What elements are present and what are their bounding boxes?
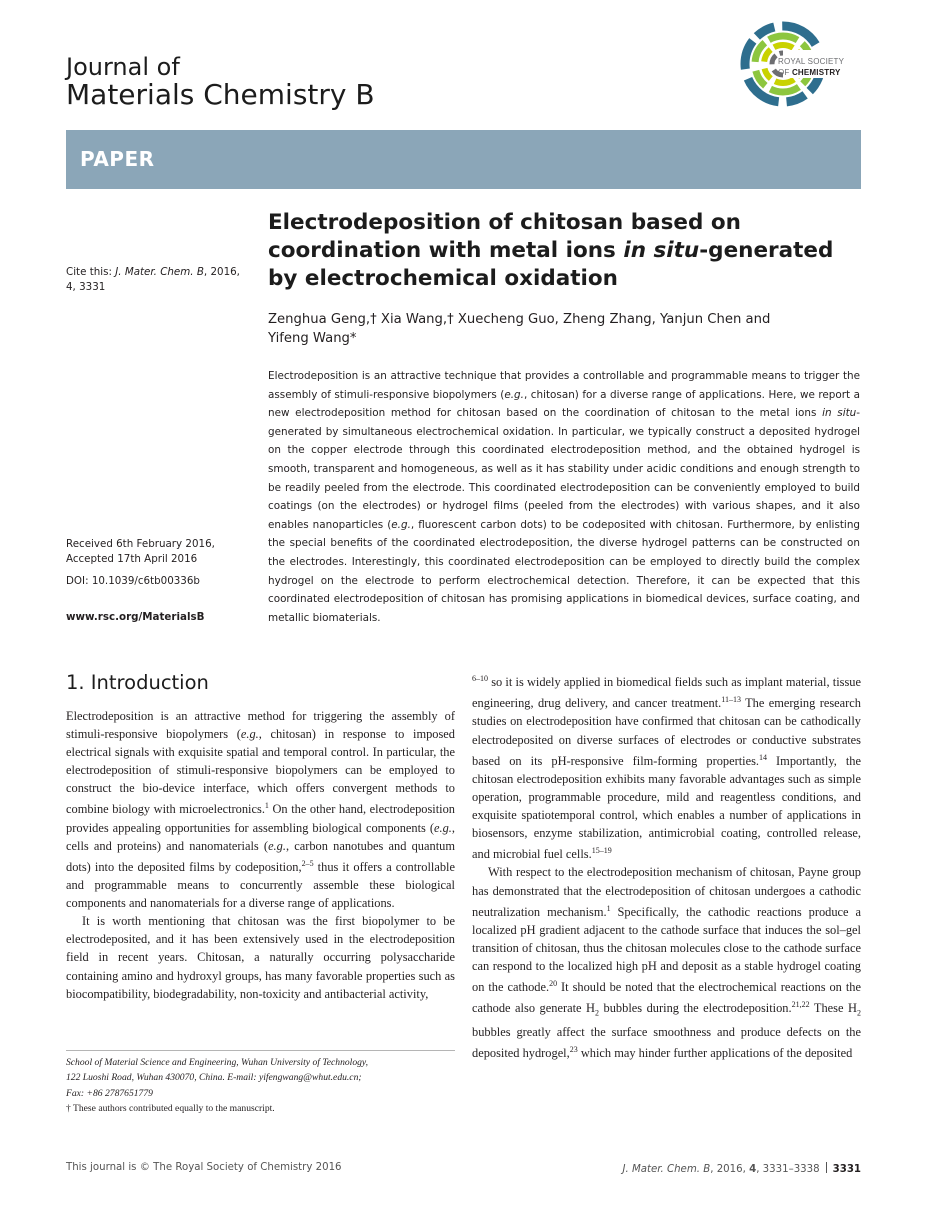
body-text: , chitosan) in response to imposed electrical signals with exquisite spatial and temporal control. In particular, the electrodeposition of stimuli-responsive biopolymers can be employed to construct the bio-device interface, which offers convergent methods to combine biology with microelectronics. [66, 727, 455, 817]
body-text: thus it offers a controllable and programmable means to concurrently assemble these biological components and nanomaterials for a diverse range of applications. [66, 860, 455, 911]
cite-label: Cite this: [66, 266, 116, 278]
citation-ref[interactable]: 1 [264, 801, 269, 811]
body-text: It should be noted that the electrochemical reactions on the cathode also generate H [472, 980, 861, 1016]
abstract-text: , fluorescent carbon dots) to be codeposited with chitosan. Furthermore, by enlisting the special benefits of the coordinated electrodeposition, the diverse hydrogel patterns can be constructed on the electrodes. Interestingly, this coordinated electrodeposition can be employed to directly build the complex hydrogel on the electrode to perform electrochemical detection. Therefore, it can be expected that this coordinated electrodeposition of chitosan has promising applications in biomedical devices, surface coating, and metallic biomaterials. [268, 518, 860, 624]
received-date: Received 6th February 2016, [66, 538, 215, 550]
citation-ref[interactable]: 21,22 [791, 1000, 810, 1010]
body-text: , carbon nanotubes and quantum dots) into the deposited films by codeposition, [66, 838, 455, 874]
body-text: These H [809, 1001, 857, 1016]
journal-title-line2: Materials Chemistry B [66, 78, 375, 111]
body-text: bubbles during the electrodeposition. [599, 1001, 792, 1016]
rsc-logo-line2-prefix: OF [778, 68, 792, 77]
footer-year: , 2016, [710, 1164, 750, 1175]
abstract-italic: in situ [822, 407, 857, 420]
affiliation-line3: Fax: +86 2787651779 [66, 1087, 153, 1099]
citation-ref[interactable]: 6–10 [472, 674, 488, 683]
body-text: , cells and proteins) and nanomaterials ( [66, 820, 455, 853]
abstract [268, 367, 860, 627]
subscript: 2 [857, 1008, 861, 1018]
citation-ref[interactable]: 20 [549, 979, 558, 989]
article-type-label: PAPER [80, 147, 155, 171]
abstract-text: -generated by simultaneous electrochemical oxidation. In particular, we typically construct a deposited hydrogel on the copper electrode through this coordinated electrodeposition method, and the obtained hydrogel is smooth, transparent and homogeneous, as well as it has stability under acidic conditions and enough strength to be readily peeled from the electrode. This coordinated electrodeposition can be conveniently employed to build coatings (on the electrodes) or hydrogel films (peeled from the electrodes) with various shapes, and it also enables nanoparticles ( [268, 407, 860, 531]
citation-block [66, 265, 246, 295]
footer-volume: 4 [749, 1164, 757, 1175]
footer-copyright: This journal is © The Royal Society of Chemistry 2016 [66, 1162, 342, 1173]
rsc-logo-text [778, 56, 844, 78]
body-italic: e.g. [240, 727, 259, 742]
body-text: Electrodeposition is an attractive method for triggering the assembly of stimuli-responsive biopolymers ( [66, 709, 455, 742]
rsc-logo-line2-bold: CHEMISTRY [791, 68, 841, 77]
authors-line2: Yifeng Wang* [268, 331, 357, 346]
cite-journal: J. Mater. Chem. B [115, 266, 204, 278]
rsc-logo [737, 18, 867, 110]
authors-line1: Zenghua Geng,† Xia Wang,† Xuecheng Guo, Zheng Zhang, Yanjun Chen and [268, 312, 771, 327]
citation-ref[interactable]: 2–5 [301, 858, 314, 868]
rsc-logo-line1: ROYAL SOCIETY [778, 57, 845, 66]
article-title [268, 209, 848, 293]
abstract-italic: e.g. [391, 518, 411, 531]
title-part-b: -generated by electrochemical oxidation [268, 238, 834, 291]
accepted-date: Accepted 17th April 2016 [66, 553, 198, 565]
abstract-text: , chitosan) for a diverse range of applications. Here, we report a new electrodeposition method for chitosan based on the coordination of chitosan to the metal ions [268, 388, 860, 420]
body-text: which may hinder further applications of the deposited [577, 1046, 853, 1061]
section-heading-introduction: 1. Introduction [66, 671, 209, 694]
body-text: Importantly, the chitosan electrodeposition exhibits many favorable advantages such as simple operation, programmable procedure, mild and reagentless conditions, and exquisite spatiotemporal control, which enables a number of applications in biosensors, enzyme stabilization, antimicrobial coating, controlled release, and microbial fuel cells. [472, 753, 862, 862]
footer-citation [622, 1162, 861, 1175]
body-italic: e.g. [434, 820, 452, 835]
title-part-a: Electrodeposition of chitosan based on coordination with metal ions [268, 210, 741, 263]
citation-ref[interactable]: 1 [606, 903, 611, 913]
citation-ref[interactable]: 15–19 [591, 846, 612, 856]
body-column-left [66, 707, 455, 1003]
footnotes [66, 1055, 455, 1117]
abstract-italic: e.g. [504, 388, 524, 401]
title-italic: in situ [623, 238, 700, 263]
body-column-right [472, 670, 861, 1062]
page-number: 3331 [832, 1164, 861, 1175]
footer-separator [826, 1162, 827, 1173]
abstract-text: Electrodeposition is an attractive technique that provides a controllable and programmable means to trigger the assembly of stimuli-responsive biopolymers ( [268, 370, 860, 401]
citation-ref[interactable]: 11–13 [721, 695, 741, 705]
footnote-divider [66, 1050, 455, 1051]
author-list [268, 310, 848, 348]
body-text: On the other hand, electrodeposition provides appealing opportunities for assembling biological components ( [66, 802, 455, 835]
body-text: so it is widely applied in biomedical fields such as implant material, tissue engineering, drug delivery, and cancer treatment. [472, 675, 861, 711]
cite-rest2: 4, 3331 [66, 281, 106, 293]
citation-ref[interactable]: 23 [569, 1045, 578, 1055]
dates-block [66, 537, 246, 567]
body-italic: e.g. [268, 838, 286, 853]
intro-paragraph-1 [66, 707, 455, 912]
citation-ref[interactable]: 14 [759, 752, 768, 762]
footer-pages: , 3331–3338 [756, 1164, 820, 1175]
intro-paragraph-2a [66, 912, 455, 1002]
cite-rest1: , 2016, [203, 266, 240, 278]
body-text: It is worth mentioning that chitosan was the first biopolymer to be electrodeposited, and it has been extensively used in the electrodeposition field in recent years. Chitosan, a naturally occurring polysaccharide containing amino and hydroxyl groups, has many favorable properties such as biocompatibility, biodegradability, non-toxicity and antibacterial activity, [66, 914, 455, 1001]
body-text: The emerging research studies on electrodeposition have confirmed that chitosan can be cathodically electrodeposited on diverse surfaces of electrodes or conductive substrates based on its pH-responsive film-forming properties. [472, 696, 861, 768]
body-text: bubbles greatly affect the surface smoothness and produce defects on the deposited hydrogel, [472, 1025, 861, 1061]
journal-title-line1: Journal of [66, 53, 180, 81]
journal-website-link[interactable]: www.rsc.org/MaterialsB [66, 611, 205, 623]
intro-paragraph-3 [472, 863, 861, 1062]
affiliation-line1: School of Material Science and Engineering, Wuhan University of Technology, [66, 1057, 369, 1068]
footer-journal: J. Mater. Chem. B [622, 1164, 711, 1175]
subscript: 2 [595, 1008, 599, 1018]
intro-paragraph-2b [472, 670, 861, 863]
journal-title [66, 55, 375, 109]
affiliation-line2: 122 Luoshi Road, Wuhan 430070, China. E-mail: yifengwang@whut.edu.cn; [66, 1072, 362, 1084]
body-text: Specifically, the cathodic reactions produce a localized pH gradient adjacent to the cathode surface that induces the sol–gel transition of chitosan, thus the chitosan molecules close to the cathode surface can respond to the localized high pH and deposit as a stable hydrogel coating on the cathode. [472, 904, 861, 995]
body-text: With respect to the electrodeposition mechanism of chitosan, Payne group has demonstrated that the electrodeposition of chitosan undergoes a cathodic neutralization mechanism. [472, 865, 861, 919]
doi[interactable]: DOI: 10.1039/c6tb00336b [66, 575, 200, 587]
article-type-banner [66, 130, 861, 189]
equal-contribution-note: † These authors contributed equally to the manuscript. [66, 1103, 275, 1115]
